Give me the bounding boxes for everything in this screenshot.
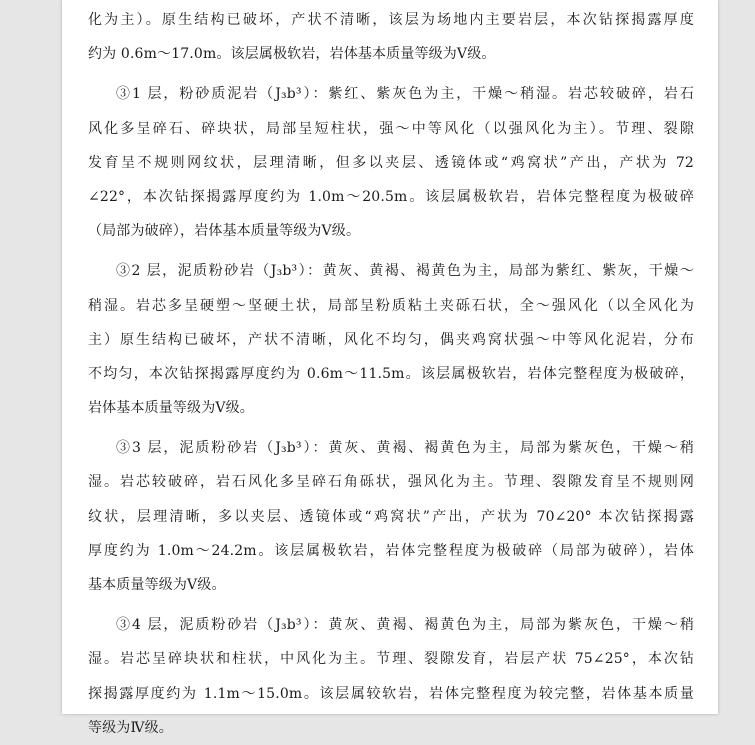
- text-line: 约为 0.6m～17.0m。该层属极软岩，岩体基本质量等级为Ⅴ级。: [88, 46, 496, 63]
- text-line: 发育呈不规则网纹状，层理清晰，但多以夹层、透镜体或“鸡窝状”产出，产状为 72: [88, 154, 694, 171]
- paragraph-layer-3-1: [88, 77, 694, 248]
- text-line: 化为主）。原生结构已破坏，产状不清晰，该层为场地内主要岩层，本次钻探揭露厚度: [88, 12, 694, 28]
- document-body: [88, 3, 694, 745]
- text-line: 等级为Ⅳ级。: [88, 719, 173, 736]
- paragraph-layer-3-4: [88, 608, 694, 745]
- text-line: 基本质量等级为Ⅴ级。: [88, 577, 226, 593]
- paragraph-intro-tail: [88, 3, 694, 71]
- text-line: （局部为破碎），岩体基本质量等级为Ⅴ级。: [88, 223, 361, 240]
- text-line: ③3 层，泥质粉砂岩（J₃b³）：黄灰、黄褐、褐黄色为主，局部为紫灰色，干燥～稍: [116, 440, 694, 457]
- paragraph-layer-3-3: [88, 431, 694, 602]
- text-line: ③2 层，泥质粉砂岩（J₃b³）：黄灰、黄褐、褐黄色为主，局部为紫红、紫灰，干燥～: [116, 263, 694, 280]
- text-line: 纹状，层理清晰，多以夹层、透镜体或“鸡窝状”产出，产状为 70∠20° 本次钻探揭露: [88, 508, 694, 525]
- text-line: 主）原生结构已破坏，产状不清晰，风化不均匀，偶夹鸡窝状强～中等风化泥岩，分布: [88, 331, 694, 348]
- text-line: 探揭露厚度约为 1.1m～15.0m。该层属较软岩，岩体完整程度为较完整，岩体基本质量: [88, 685, 694, 702]
- text-line: ∠22°，本次钻探揭露厚度约为 1.0m～20.5m。该层属极软岩，岩体完整程度为极破碎: [88, 188, 694, 205]
- text-line: 厚度约为 1.0m～24.2m。该层属极软岩，岩体完整程度为极破碎（局部为破碎），岩体: [88, 542, 694, 559]
- text-line: 稍湿。岩芯多呈硬塑～坚硬土状，局部呈粉质粘土夹砾石状，全～强风化（以全风化为: [88, 297, 694, 314]
- text-line: ③1 层，粉砂质泥岩（J₃b³）：紫红、紫灰色为主，干燥～稍湿。岩芯较破碎，岩石: [116, 86, 694, 103]
- text-line: 湿。岩芯呈碎块状和柱状，中风化为主。节理、裂隙发育，岩层产状 75∠25°，本次钻: [88, 651, 694, 668]
- paragraph-layer-3-2: [88, 254, 694, 425]
- document-page: [62, 0, 718, 736]
- text-line: 风化多呈碎石、碎块状，局部呈短柱状，强～中等风化（以强风化为主）。节理、裂隙: [88, 120, 694, 137]
- text-line: 岩体基本质量等级为Ⅴ级。: [88, 400, 254, 417]
- text-line: 湿。岩芯较破碎，岩石风化多呈碎石角砾状，强风化为主。节理、裂隙发育呈不规则网: [88, 474, 694, 491]
- text-line: ③4 层，泥质粉砂岩（J₃b³）：黄灰、黄褐、褐黄色为主，局部为紫灰色，干燥～稍: [116, 617, 694, 634]
- text-line: 不均匀，本次钻探揭露厚度约为 0.6m～11.5m。该层属极软岩，岩体完整程度为极破碎，: [88, 365, 694, 382]
